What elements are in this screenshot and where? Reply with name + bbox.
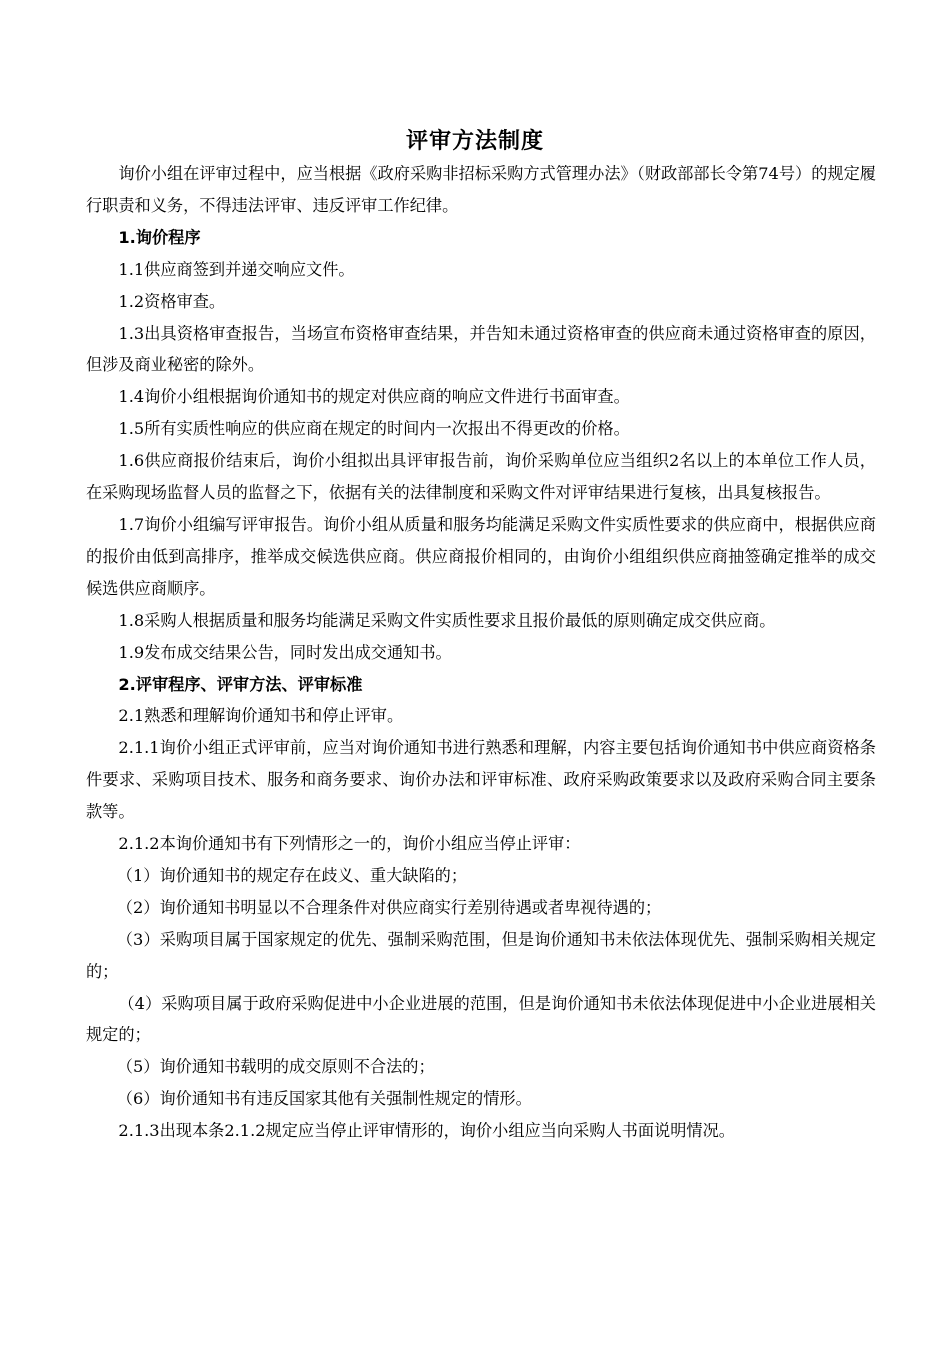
document-title: 评审方法制度 xyxy=(405,129,544,154)
paragraph-2-1-1: 2.1.1询价小组正式评审前，应当对询价通知书进行熟悉和理解，内容主要包括询价通知书中供应商资格条件要求、采购项目技术、服务和商务要求、询价办法和评审标准、政府采购政策要求以及政府采购合同主要条款等。 xyxy=(86,738,876,822)
paragraph-1-3: 1.3出具资格审查报告，当场宣布资格审查结果，并告知未通过资格审查的供应商未通过资格审查的原因，但涉及商业秘密的除外。 xyxy=(86,323,876,375)
paragraph-1-5: 1.5所有实质性响应的供应商在规定的时间内一次报出不得更改的价格。 xyxy=(118,419,630,439)
paragraph-1-1: 1.1供应商签到并递交响应文件。 xyxy=(118,259,355,279)
paragraph-1-8: 1.8采购人根据质量和服务均能满足采购文件实质性要求且报价最低的原则确定成交供应商。 xyxy=(118,610,776,630)
paragraph-1-9: 1.9发布成交结果公告，同时发出成交通知书。 xyxy=(118,642,452,662)
condition-item-2: （2）询价通知书明显以不合理条件对供应商实行差别待遇或者卑视待遇的； xyxy=(116,897,662,917)
condition-item-4: （4）采购项目属于政府采购促进中小企业进展的范围，但是询价通知书未依法体现促进中小企业进展相关规定的； xyxy=(86,993,876,1045)
section-heading-1: 1.询价程序 xyxy=(118,227,201,247)
paragraph-1-4: 1.4询价小组根据询价通知书的规定对供应商的响应文件进行书面审查。 xyxy=(118,387,630,407)
paragraph-2-1-2: 2.1.2本询价通知书有下列情形之一的，询价小组应当停止评审： xyxy=(118,834,581,854)
condition-item-6: （6）询价通知书有违反国家其他有关强制性规定的情形。 xyxy=(116,1089,532,1109)
paragraph-2-1: 2.1熟悉和理解询价通知书和停止评审。 xyxy=(118,706,404,726)
paragraph-1-7: 1.7询价小组编写评审报告。询价小组从质量和服务均能满足采购文件实质性要求的供应商中，根据供应商的报价由低到高排序，推举成交候选供应商。供应商报价相同的，由询价小组组织供应商抽签确定推举的成交候选供应商顺序。 xyxy=(86,514,876,598)
condition-item-3: （3）采购项目属于国家规定的优先、强制采购范围，但是询价通知书未依法体现优先、强制采购相关规定的； xyxy=(86,929,876,981)
condition-item-5: （5）询价通知书载明的成交原则不合法的； xyxy=(116,1057,435,1077)
section-heading-2: 2.评审程序、评审方法、评审标准 xyxy=(118,674,363,694)
paragraph-1-6: 1.6供应商报价结束后，询价小组拟出具评审报告前，询价采购单位应当组织2名以上的本单位工作人员，在采购现场监督人员的监督之下，依据有关的法律制度和采购文件对评审结果进行复核，出具复核报告。 xyxy=(86,451,876,503)
intro-paragraph: 询价小组在评审过程中，应当根据《政府采购非招标采购方式管理办法》（财政部部长令第74号）的规定履行职责和义务，不得违法评审、违反评审工作纪律。 xyxy=(86,164,876,215)
document-body xyxy=(86,158,876,1147)
condition-item-1: （1）询价通知书的规定存在歧义、重大缺陷的； xyxy=(116,865,468,885)
paragraph-2-1-3: 2.1.3出现本条2.1.2规定应当停止评审情形的，询价小组应当向采购人书面说明情况。 xyxy=(118,1121,735,1141)
paragraph-1-2: 1.2资格审查。 xyxy=(118,291,226,311)
